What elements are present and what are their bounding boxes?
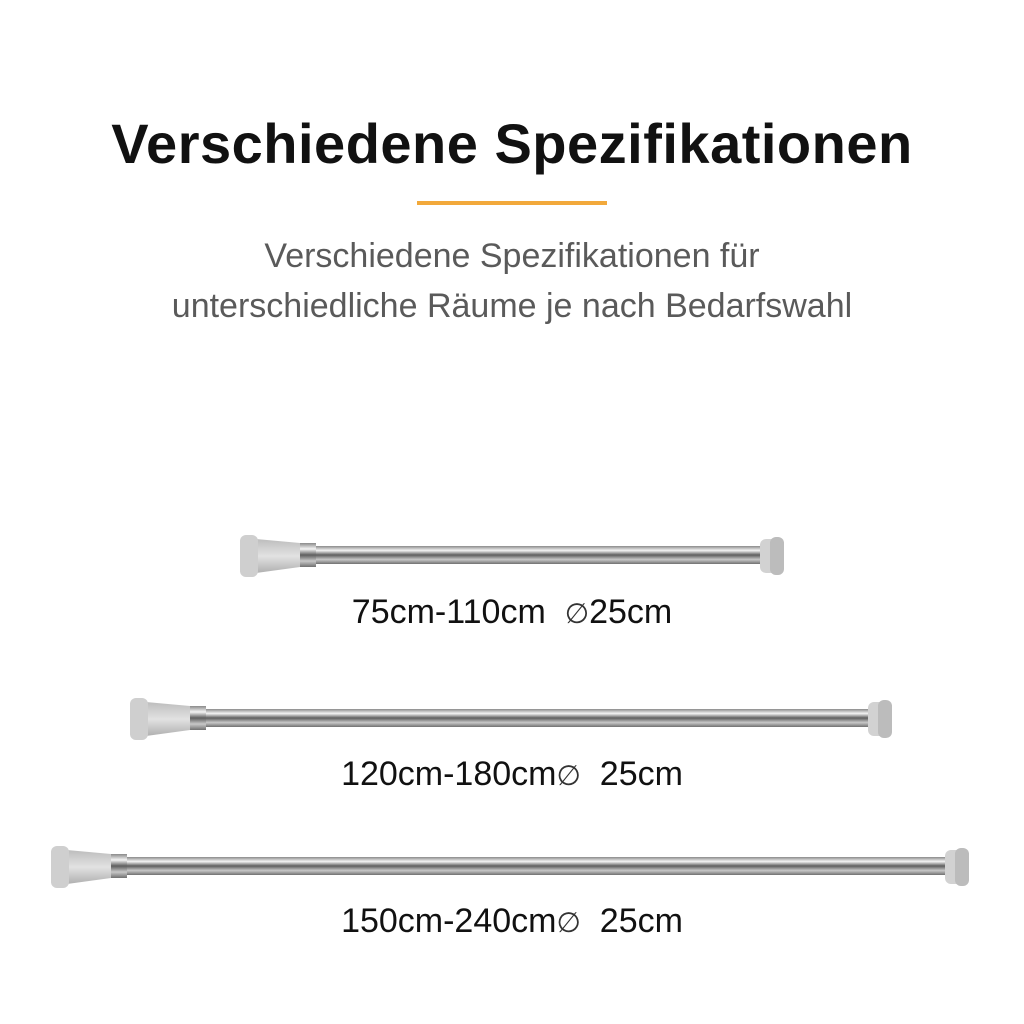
rod-spec-short: [0, 592, 1024, 634]
tension-rod-long: [51, 843, 977, 891]
diameter-icon: ∅: [564, 597, 590, 630]
page-title: Verschiedene Spezifikationen: [111, 112, 913, 175]
rod-spec-long: [0, 901, 1024, 943]
rod-range: 120cm-180cm: [341, 755, 557, 793]
rod-diameter: 25cm: [599, 755, 683, 793]
rod-range: 150cm-240cm: [341, 902, 557, 940]
rod-diameter: 25cm: [589, 593, 673, 631]
subtitle-line-2: unterschiedliche Räume je nach Bedarfswahl: [171, 287, 853, 325]
title-underline: [417, 201, 607, 205]
tension-rod-short: [240, 533, 790, 581]
diameter-icon: ∅: [556, 906, 581, 939]
rod-range: 75cm-110cm: [351, 593, 546, 631]
subtitle-line-1: Verschiedene Spezifikationen für: [264, 237, 760, 275]
rod-spec-medium: [0, 754, 1024, 796]
rod-diameter: 25cm: [599, 902, 683, 940]
tension-rod-medium: [130, 696, 900, 744]
diameter-icon: ∅: [556, 759, 581, 792]
